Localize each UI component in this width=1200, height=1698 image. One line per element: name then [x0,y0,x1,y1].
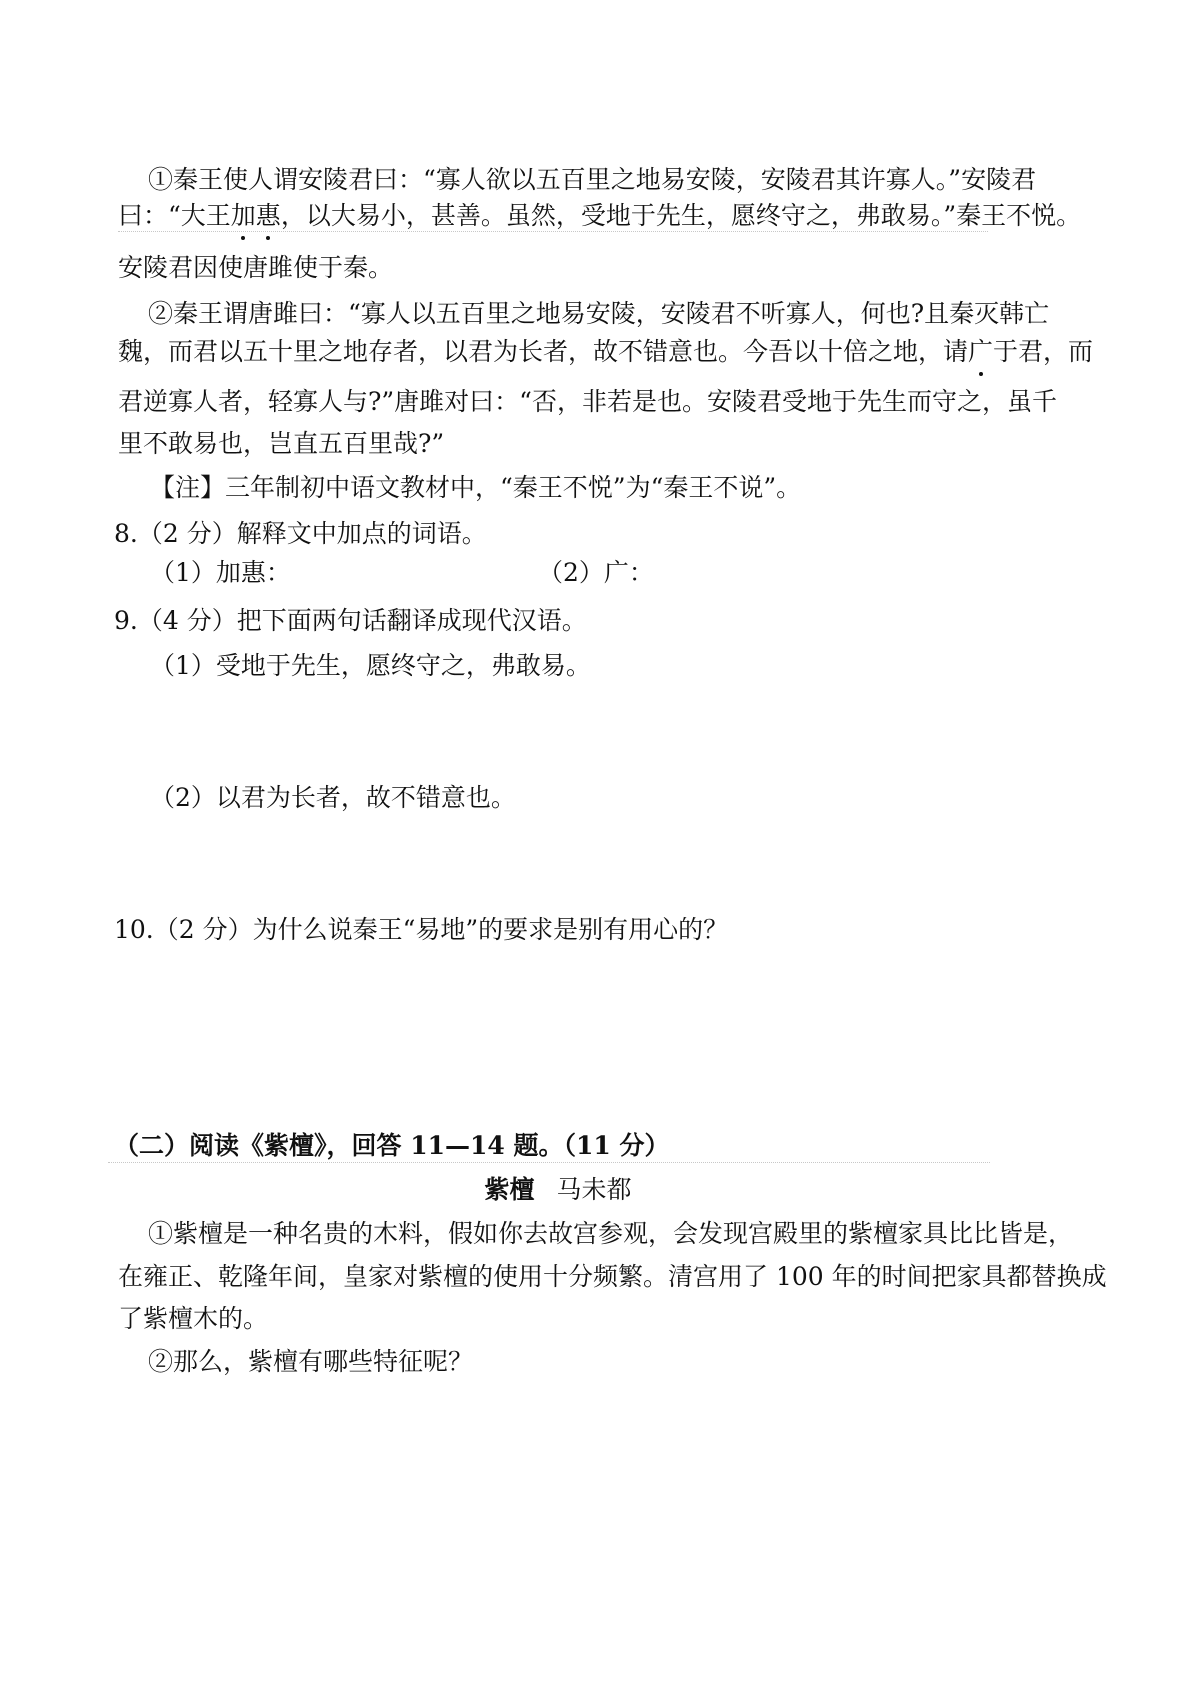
passage-p2-line1: ②秦王谓唐雎曰：“寡人以五百里之地易安陵，安陵君不听寡人，何也?且秦灭韩亡 [148,299,1050,328]
passage-p1-line2 [118,198,1088,234]
passage-p2-line4: 里不敢易也，岂直五百里哉?” [118,429,445,458]
question-10-stem: 10.（2 分）为什么说秦王“易地”的要求是别有用心的？ [114,915,729,944]
article-p1-line3: 了紫檀木的。 [118,1304,269,1333]
dotted-word-guang: 广 [968,334,993,370]
question-9-stem: 9.（4 分）把下面两句话翻译成现代汉语。 [114,606,587,635]
passage-p2-line3: 君逆寡人者，轻寡人与?”唐雎对曰：“否，非若是也。安陵君受地于先生而守之，虽千 [118,387,1057,416]
passage-p1-line2-a: 曰：“大王 [118,201,231,230]
question-8-stem: 8.（2 分）解释文中加点的词语。 [114,519,487,548]
question-9-part2: （2）以君为长者，故不错意也。 [150,783,516,812]
note: 【注】三年制初中语文教材中，“秦王不悦”为“秦王不说”。 [150,473,802,502]
dotted-word-jia: 加 [231,198,256,234]
question-8-part1: （1）加惠： [150,558,291,587]
dotted-word-hui: 惠 [256,198,281,234]
passage-p1-line3: 安陵君因使唐雎使于秦。 [118,253,394,282]
article-title-block [118,1172,998,1208]
passage-p1-line1: ①秦王使人谓安陵君曰：“寡人欲以五百里之地易安陵，安陵君其许寡人。”安陵君 [148,165,1037,194]
article-p2-line1: ②那么，紫檀有哪些特征呢？ [148,1347,474,1376]
passage-p1-line2-b: ，以大易小，甚善。虽然，受地于先生，愿终守之，弗敢易。”秦王不悦。 [280,201,1082,230]
article-p1-line1: ①紫檀是一种名贵的木料，假如你去故宫参观，会发现宫殿里的紫檀家具比比皆是， [148,1219,1074,1248]
question-9-part1: （1）受地于先生，愿终守之，弗敢易。 [150,651,591,680]
question-8-part2: （2）广： [538,558,654,587]
passage-p2-line2 [118,334,1094,370]
passage-p2-line2-b: 于君，而 [993,337,1094,366]
dotted-divider [118,231,988,232]
passage-p2-line2-a: 魏，而君以五十里之地存者，以君为长者，故不错意也。今吾以十倍之地，请 [118,337,969,366]
section-2-heading: （二）阅读《紫檀》，回答 11—14 题。（11 分） [114,1131,670,1160]
article-p1-line2: 在雍正、乾隆年间，皇家对紫檀的使用十分频繁。清宫用了 100 年的时间把家具都替换成 [118,1262,1107,1291]
dotted-divider-2 [108,1162,990,1163]
article-title: 紫檀 [484,1175,535,1204]
article-author: 马未都 [556,1175,632,1204]
